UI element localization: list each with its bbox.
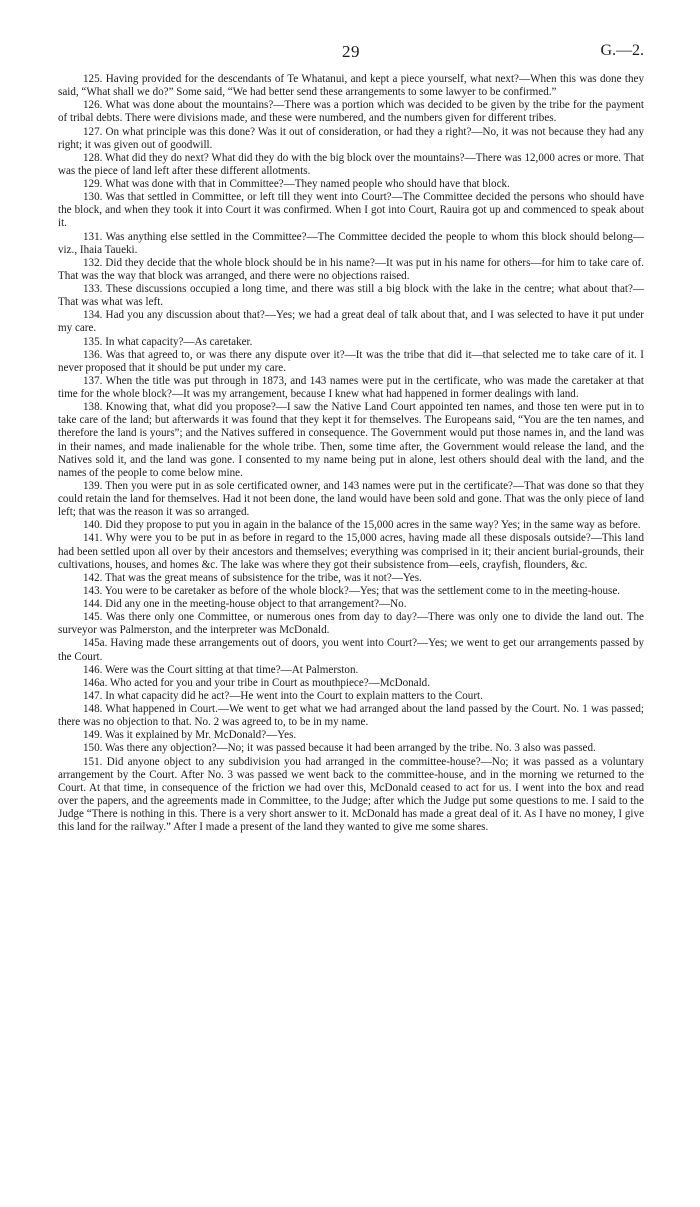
paragraph-135: 135. In what capacity?—As caretaker. xyxy=(83,335,253,348)
page-header xyxy=(58,42,644,66)
paragraph-141: 141. Why were you to be put in as before in regard to the 15,000 acres, having made all these disposals outside?—This land had been settled upon all over by their ancestors and themselves; everything was comprised in it; their ancient burial-grounds, their cultivations, houses, and homes &c. The lake was where they got their subsistence from—eels, crayfish, flounders, &c. xyxy=(58,532,644,571)
paragraph-127: 127. On what principle was this done? Was it out of consideration, or had they a right?—No, it was not because they had any right; it was given out of goodwill. xyxy=(58,125,644,151)
paragraph-149: 149. Was it explained by Mr. McDonald?—Yes. xyxy=(83,729,297,742)
paragraph-148: 148. What happened in Court.—We went to get what we had arranged about the land passed by the Court. No. 1 was passed; there was no objection to that. No. 2 was agreed to, to be in my name. xyxy=(58,703,644,729)
paragraph-143: 143. You were to be caretaker as before of the whole block?—Yes; that was the settlement come to in the meeting-house. xyxy=(83,584,621,597)
paragraph-134: 134. Had you any discussion about that?—Yes; we had a great deal of talk about that, and I was selected to have it put under my care. xyxy=(58,309,644,335)
paragraph-137: 137. When the title was put through in 1873, and 143 names were put in the certificate, who was made the caretaker at that time for the whole block?—It was my arrangement, because I knew what had happened in former dealings with land. xyxy=(58,374,644,400)
paragraph-139: 139. Then you were put in as sole certificated owner, and 143 names were put in the certificate?—That was done so that they could retain the land for themselves. Had it not been done, the land would have been sold and gone. That was the only piece of land left; that was the reason it was so arranged. xyxy=(58,479,644,519)
paragraph-130: 130. Was that settled in Committee, or left till they went into Court?—The Committee decided the persons who should have the block, and when they took it into Court it was confirmed. When I got into Court, Rauira got up and commenced to speak about it. xyxy=(58,191,644,230)
paragraph-146: 146. Were was the Court sitting at that time?—At Palmerston. xyxy=(83,663,359,676)
paragraph-146a: 146a. Who acted for you and your tribe in Court as mouthpiece?—McDonald. xyxy=(83,676,430,689)
paragraph-147: 147. In what capacity did he act?—He went into the Court to explain matters to the Court. xyxy=(83,689,483,702)
paragraph-150: 150. Was there any objection?—No; it was passed because it had been arranged by the tribe. No. 3 also was passed. xyxy=(83,742,596,755)
paragraph-136: 136. Was that agreed to, or was there any dispute over it?—It was the tribe that did it—that selected me to take care of it. I never proposed that it should be put under my care. xyxy=(58,348,644,374)
body-text xyxy=(58,73,644,834)
paragraph-129: 129. What was done with that in Committee?—They named people who should have that block. xyxy=(83,178,510,190)
paragraph-128: 128. What did they do next? What did they do with the big block over the mountains?—There was 12,000 acres or more. That was the piece of land left after these different allotments. xyxy=(58,151,644,177)
document-code: G.—2. xyxy=(600,42,644,59)
paragraph-151: 151. Did anyone object to any subdivision you had arranged in the committee-house?—No; it was passed as a voluntary arrangement by the Court. After No. 3 was passed we went back to the committee-house, and in the morning we returned to the Court. At that time, in consequence of the friction we had over this, McDonald ceased to act for us. I went into the box and read over the papers, and the agreements made in Committee, to the Judge; after which the Judge put some questions to me. I said to the Judge “There is nothing in this. There is a very short answer to it. McDonald has made a great deal of it. As I have no money, I give this land for the railway.” After I made a present of the land they wanted to give me some shares. xyxy=(58,755,644,834)
paragraph-126: 126. What was done about the mountains?—There was a portion which was decided to be given by the tribe for the payment of tribal debts. There were divisions made, and these were numbered, and the numbers given for different tribes. xyxy=(58,99,644,125)
paragraph-138: 138. Knowing that, what did you propose?—I saw the Native Land Court appointed ten names, and those ten were put in to take care of the land; but afterwards it was found that they kept it for themselves. The Europeans said, “You are the ten names, and therefore the land is yours”; and the Natives suffered in consequence. The Government would put those names in, and the land was in their names, and made inalienable for the whole tribe. Then, some time after, the Government would release the land, and the Natives sold it, and the land was gone. I consented to my name being put in alone, lest others should deal with the land, and the names of the people to come below mine. xyxy=(58,401,644,479)
paragraph-131: 131. Was anything else settled in the Committee?—The Committee decided the people to whom this block should belong—viz., Ihaia Taueki. xyxy=(58,230,644,256)
paragraph-145a: 145a. Having made these arrangements out of doors, you went into Court?—Yes; we went to get our arrangements passed by the Court. xyxy=(58,637,644,663)
paragraph-144: 144. Did any one in the meeting-house object to that arrangement?—No. xyxy=(83,598,407,610)
paragraph-145: 145. Was there only one Committee, or numerous ones from day to day?—There was only one to divide the land out. The surveyor was Palmerston, and the interpreter was McDonald. xyxy=(58,611,644,637)
paragraph-125: 125. Having provided for the descendants of Te Whatanui, and kept a piece yourself, what next?—When this was done they said, “What shall we do?” Some said, “We had better send these arrangements to some lawyer to be confirmed.” xyxy=(58,73,644,99)
paragraph-133: 133. These discussions occupied a long time, and there was still a big block with the lake in the centre; what about that?—That was what was left. xyxy=(58,283,644,309)
paragraph-140: 140. Did they propose to put you in again in the balance of the 15,000 acres in the same way? Yes; in the same way as before. xyxy=(83,519,641,532)
paragraph-132: 132. Did they decide that the whole block should be in his name?—It was put in his name for others—for him to take care of. That was the way that block was arranged, and there were no objections raised. xyxy=(58,256,644,282)
page-number: 29 xyxy=(342,42,360,61)
paragraph-142: 142. That was the great means of subsistence for the tribe, was it not?—Yes. xyxy=(83,571,422,584)
